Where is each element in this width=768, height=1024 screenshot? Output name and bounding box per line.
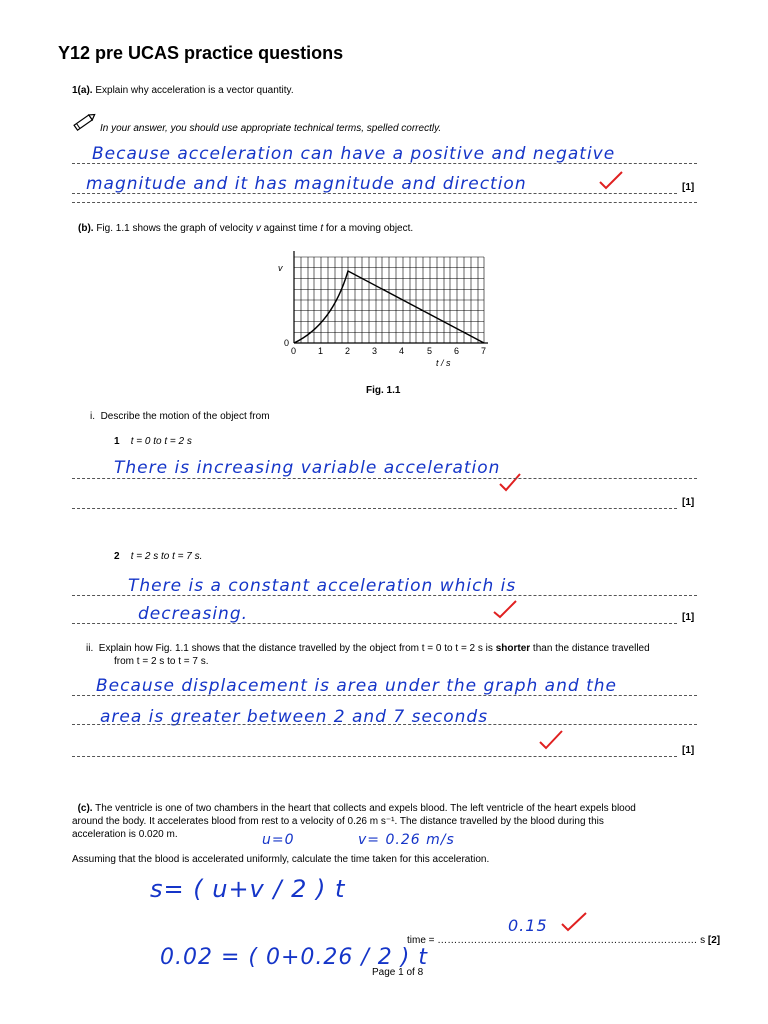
mark-allocation: [1] <box>682 182 695 193</box>
question-text: Describe the motion of the object from <box>100 411 270 422</box>
handwritten-answer: 0.15 <box>508 916 548 935</box>
question-text: Explain how Fig. 1.1 shows that the distance travelled by the object from <box>98 643 422 654</box>
x-tick-label: 2 <box>345 346 351 356</box>
question-text: against time <box>260 223 321 234</box>
question-1c <box>72 802 712 815</box>
handwritten-answer: There is a constant acceleration which is <box>128 576 517 596</box>
variable-t: t <box>320 223 324 234</box>
graph-grid <box>294 257 484 343</box>
check-mark-icon <box>492 598 518 620</box>
x-tick-label: 0 <box>291 346 297 356</box>
x-tick-label: 4 <box>399 346 405 356</box>
answer-line <box>72 478 697 479</box>
sub-question-1 <box>114 435 192 448</box>
handwritten-note: u=0 <box>262 832 295 848</box>
question-text: for a moving object. <box>323 223 414 234</box>
answer-line <box>72 163 697 164</box>
velocity-time-graph <box>270 245 510 375</box>
answer-dots: …………………………………………………………………… <box>437 935 698 946</box>
part-label: i. <box>90 411 95 422</box>
sub-question-text: t = 2 s to t = 7 s. <box>130 551 203 562</box>
separator-line <box>72 202 697 203</box>
answer-field <box>407 934 720 947</box>
answer-unit: s <box>700 935 706 946</box>
question-text: around the body. It accelerates blood from rest to a velocity of 0.26 m s⁻¹. The distance travelled by the blood during this <box>72 816 604 827</box>
page-footer: Page 1 of 8 <box>372 967 424 978</box>
x-tick-label: 1 <box>318 346 324 356</box>
part-label: ii. <box>86 643 94 654</box>
question-text: t = 0 to t = 2 s is <box>421 643 496 654</box>
handwritten-answer: Because displacement is area under the graph and the <box>96 676 617 696</box>
handwritten-working: s= ( u+v / 2 ) t <box>150 875 346 903</box>
check-mark-icon <box>598 170 624 192</box>
answer-line <box>72 193 677 194</box>
y-axis-label: v <box>278 263 283 273</box>
question-text: Explain why acceleration is a vector quantity. <box>95 85 294 96</box>
part-i-question <box>90 410 270 423</box>
handwritten-working: 0.02 = ( 0+0.26 / 2 ) t <box>160 945 428 970</box>
answer-line <box>72 724 697 725</box>
question-text: acceleration is 0.020 m. <box>72 829 178 840</box>
handwritten-answer: Because acceleration can have a positive and negative <box>92 144 616 164</box>
part-ii-question-line2: from t = 2 s to t = 7 s. <box>114 656 209 667</box>
mark-allocation: [2] <box>707 935 721 946</box>
answer-line <box>72 595 697 596</box>
x-tick-label: 7 <box>481 346 487 356</box>
answer-line <box>72 508 677 509</box>
mark-allocation: [1] <box>682 612 695 623</box>
answer-label: time = <box>407 935 438 946</box>
question-label: (c). <box>77 803 93 814</box>
handwritten-answer: area is greater between 2 and 7 seconds <box>100 707 489 727</box>
answer-line <box>72 623 677 624</box>
check-mark-icon <box>560 910 588 934</box>
figure-caption: Fig. 1.1 <box>366 385 401 396</box>
sub-question-text: t = 0 to t = 2 s <box>130 436 192 447</box>
handwritten-answer: decreasing. <box>138 604 249 624</box>
x-axis-label: t / s <box>436 358 451 368</box>
pencil-icon <box>72 112 96 132</box>
handwritten-note: v= 0.26 m/s <box>358 832 455 848</box>
x-tick-label: 3 <box>372 346 378 356</box>
question-label: 1(a). <box>72 85 93 96</box>
question-label: (b). <box>78 223 94 234</box>
emphasis-word: shorter <box>495 643 531 654</box>
question-1a <box>72 84 294 97</box>
assumption-text: Assuming that the blood is accelerated uniformly, calculate the time taken for this acceleration. <box>72 854 490 865</box>
answer-line <box>72 756 677 757</box>
x-tick-label: 5 <box>427 346 433 356</box>
question-text: than the distance travelled <box>530 643 650 654</box>
check-mark-icon <box>538 728 564 752</box>
sub-number: 2 <box>114 551 120 562</box>
x-tick-label: 6 <box>454 346 460 356</box>
y-zero-label: 0 <box>284 338 290 348</box>
variable-v: v <box>255 223 261 234</box>
part-ii-question <box>86 642 706 655</box>
mark-allocation: [1] <box>682 745 695 756</box>
question-text: The ventricle is one of two chambers in the heart that collects and expels blood. The left ventricle of the heart expels blood <box>95 803 636 814</box>
question-text: Fig. 1.1 shows the graph of velocity <box>96 223 256 234</box>
check-mark-icon <box>498 472 522 494</box>
answer-line <box>72 695 697 696</box>
sub-number: 1 <box>114 436 120 447</box>
instruction-text: In your answer, you should use appropriate technical terms, spelled correctly. <box>100 123 442 134</box>
question-1b <box>78 222 413 235</box>
handwritten-answer: There is increasing variable acceleration <box>114 458 501 478</box>
mark-allocation: [1] <box>682 497 695 508</box>
sub-question-2 <box>114 550 202 563</box>
handwritten-answer: magnitude and it has magnitude and direction <box>86 174 527 194</box>
page-title: Y12 pre UCAS practice questions <box>58 43 344 63</box>
